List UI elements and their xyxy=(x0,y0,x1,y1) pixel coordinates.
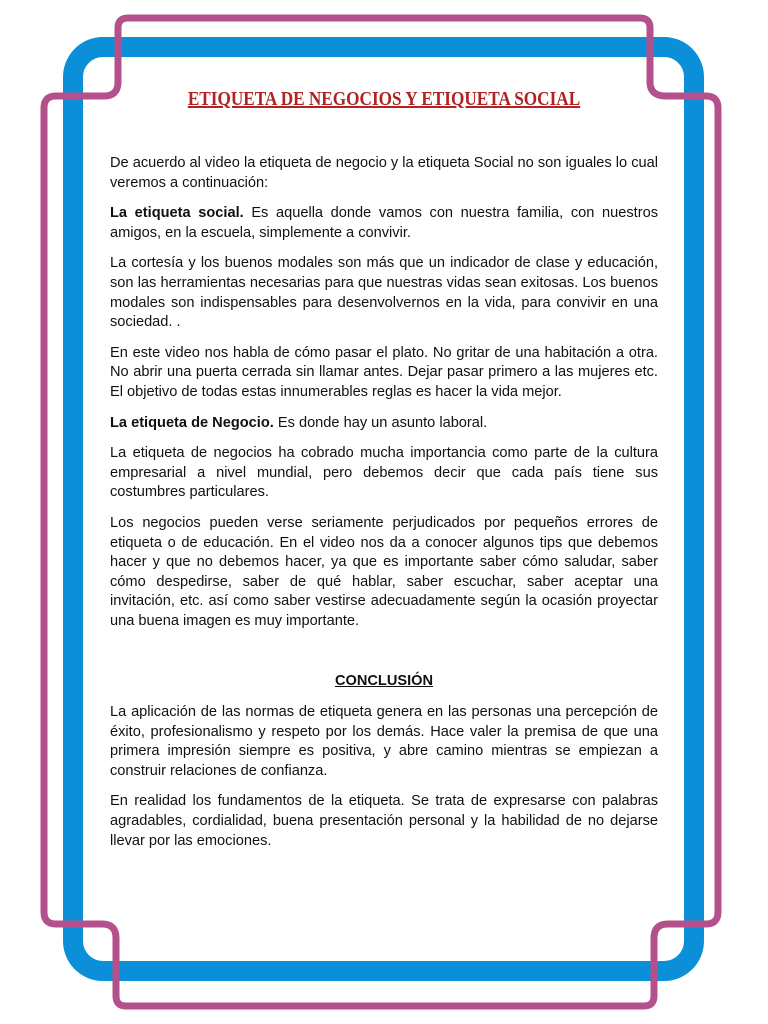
paragraph-text: Los negocios pueden verse seriamente perjudicados por pequeños errores de etiqueta o de educación. En el video nos da a conocer algunos tips que debemos hacer y que no debemos hacer, ya que es importante saber cómo saludar, saber cómo despedirse, saber de qué hablar, saber escuchar, saber aceptar una invitación, etc. así como saber vestirse adecuadamente según la ocasión proyectar una buena imagen es muy importante. xyxy=(110,514,658,629)
paragraph-text: En este video nos habla de cómo pasar el plato. No gritar de una habitación a otra. No abrir una puerta cerrada sin llamar antes. Dejar pasar primero a las mujeres etc. El objetivo de todas estas innumerables reglas es hacer la vida mejor. xyxy=(110,344,658,400)
conclusion-heading: CONCLUSIÓN xyxy=(334,673,434,690)
paragraph xyxy=(110,514,658,632)
paragraph xyxy=(110,154,658,193)
document-title: ETIQUETA DE NEGOCIOS Y ETIQUETA SOCIAL xyxy=(187,88,581,110)
paragraph-text: La etiqueta de negocios ha cobrado mucha importancia como parte de la cultura empresarial a nivel mundial, pero debemos decir que cada país tiene sus costumbres particulares. xyxy=(110,445,658,501)
document-body xyxy=(110,86,658,862)
paragraph-lead: La etiqueta de Negocio. xyxy=(110,414,274,431)
paragraph-lead: La etiqueta social. xyxy=(110,205,244,222)
paragraph xyxy=(110,344,658,403)
paragraph-text: Es donde hay un asunto laboral. xyxy=(273,414,488,431)
conclusion-paragraph: En realidad los fundamentos de la etiqueta. Se trata de expresarse con palabras agradables, cordialidad, buena presentación personal y la habilidad de no dejarse llevar por las emociones. xyxy=(110,793,658,849)
conclusion-paragraph: La aplicación de las normas de etiqueta genera en las personas una percepción de éxito, profesionalismo y respeto por los demás. Hace valer la premisa de que una primera impresión siempre es positiva, y abre camino mientras se empiezan a construir relaciones de confianza. xyxy=(110,704,658,779)
paragraph xyxy=(110,414,658,434)
paragraph-text: De acuerdo al video la etiqueta de negocio y la etiqueta Social no son iguales lo cual veremos a continuación: xyxy=(110,155,658,191)
paragraph xyxy=(110,254,658,332)
paragraph xyxy=(110,204,658,243)
paragraph xyxy=(110,444,658,503)
paragraph-text: La cortesía y los buenos modales son más que un indicador de clase y educación, son las herramientas necesarias para que nuestras vidas sean exitosas. Los buenos modales son indispensables para desenvolvernos en la vida, para convivir en una sociedad. . xyxy=(110,255,658,331)
paragraph-text: Es aquella donde vamos con nuestra familia, con nuestros amigos, en la escuela, simplemente a convivir. xyxy=(110,205,658,241)
